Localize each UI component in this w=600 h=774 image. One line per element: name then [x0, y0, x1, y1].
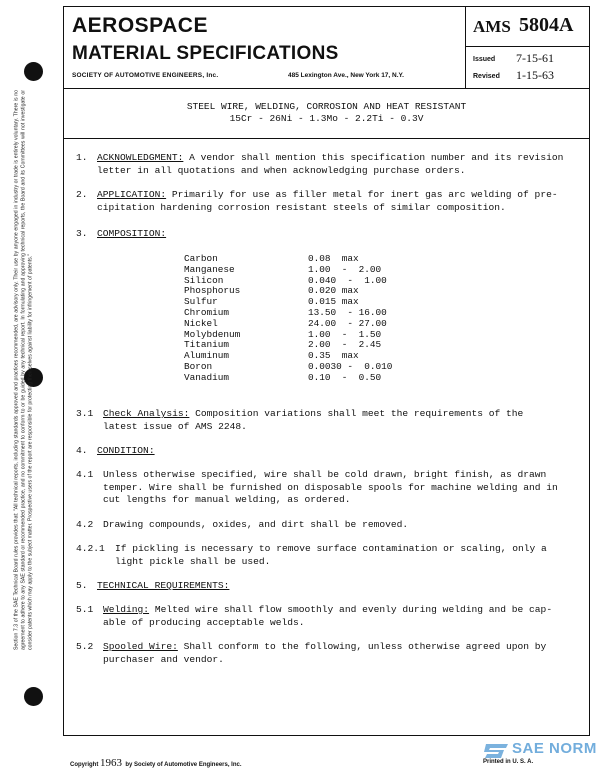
header-title-aerospace: AEROSPACE: [72, 14, 208, 37]
composition-element: Vanadium: [184, 371, 230, 383]
header-address: 485 Lexington Ave., New York 17, N.Y.: [288, 72, 404, 79]
section-4-1-line2: temper. Wire shall be furnished on disposable spools for machine welding and in: [103, 481, 558, 493]
composition-row: [184, 362, 392, 373]
composition-value: 2.00 - 2.45: [308, 339, 382, 351]
composition-element: Silicon: [184, 274, 224, 286]
revised-label: Revised: [473, 73, 500, 80]
section-4-1-line1: Unless otherwise specified, wire shall be cold drawn, bright finish, as drawn: [103, 469, 547, 480]
composition-row: [184, 265, 381, 276]
composition-value: 0.35 max: [308, 350, 359, 362]
section-5-2-line2: purchaser and vendor.: [103, 653, 224, 665]
section-4-2-number: 4.2: [76, 519, 94, 530]
section-1-heading: ACKNOWLEDGMENT:: [97, 152, 184, 163]
footer-year: 1963: [100, 757, 123, 769]
side-notice-container: [2, 90, 46, 650]
sae-logo-icon: [484, 740, 510, 762]
section-3-heading: COMPOSITION:: [97, 228, 167, 239]
composition-value: 24.00 - 27.00: [308, 317, 387, 329]
binder-hole-top: [24, 62, 43, 81]
section-4-number: 4.: [76, 445, 88, 456]
section-3-number: 3.: [76, 228, 88, 239]
section-2-number: 2.: [76, 189, 88, 200]
composition-element: Sulfur: [184, 296, 218, 308]
composition-value: 1.00 - 1.50: [308, 328, 382, 340]
section-5-2-heading: Spooled Wire:: [103, 641, 178, 652]
composition-value: 0.10 - 0.50: [308, 371, 382, 383]
section-2-text: [97, 189, 558, 214]
ams-label: AMS: [473, 17, 511, 36]
spec-alloy: 15Cr - 26Ni - 1.3Mo - 2.2Ti - 0.3V: [229, 113, 424, 124]
section-5-1-line2: able of producing acceptable welds.: [103, 616, 305, 628]
composition-element: Phosphorus: [184, 285, 241, 297]
section-4-heading: CONDITION:: [97, 445, 155, 456]
section-3-1-heading: Check Analysis:: [103, 408, 190, 419]
section-5-1-text: [103, 604, 552, 629]
section-1-number: 1.: [76, 152, 88, 163]
section-2-line2: cipitation hardening corrosion resistant steels of similar composition.: [97, 201, 506, 213]
composition-element: Aluminum: [184, 350, 230, 362]
section-4-1-line3: cut lengths for manual welding, as ordered.: [103, 494, 351, 505]
ams-number: 5804A: [519, 14, 574, 36]
composition-element: Boron: [184, 361, 213, 372]
composition-element: Carbon: [184, 253, 218, 264]
composition-element: Titanium: [184, 339, 230, 351]
section-4-2-1-number: 4.2.1: [76, 543, 105, 554]
issued-label: Issued: [473, 56, 496, 63]
header-vertical-divider: [465, 6, 466, 88]
composition-row: [184, 319, 387, 330]
composition-element: Nickel: [184, 317, 218, 329]
composition-value: 0.015 max: [308, 296, 359, 308]
section-5-heading: TECHNICAL REQUIREMENTS:: [97, 580, 230, 591]
composition-value: 0.0030 - 0.010: [308, 361, 393, 372]
section-4-2-1-line2: light pickle shall be used.: [115, 555, 271, 567]
section-5-1-line1: Melted wire shall flow smoothly and evenly during welding and be cap-: [154, 604, 553, 615]
section-5-2-text: [103, 641, 546, 666]
footer-copyright: [70, 757, 242, 769]
section-1-line1: A vendor shall mention this specification number and its revision: [189, 152, 564, 163]
composition-row: [184, 254, 359, 265]
section-2-line1: Primarily for use as filler metal for inert gas arc welding of pre-: [171, 189, 558, 200]
section-2-heading: APPLICATION:: [97, 189, 167, 200]
section-4-1-number: 4.1: [76, 469, 94, 480]
section-4-1-text: [103, 469, 558, 507]
header-society: SOCIETY OF AUTOMOTIVE ENGINEERS, Inc.: [72, 72, 219, 79]
section-3-1-number: 3.1: [76, 408, 94, 419]
section-5-number: 5.: [76, 580, 88, 591]
header-title-material-specs: MATERIAL SPECIFICATIONS: [72, 43, 339, 64]
composition-value: 0.040 - 1.00: [308, 274, 387, 286]
ams-box-divider: [465, 46, 590, 47]
section-3-1-text: [103, 408, 523, 433]
composition-row: [184, 373, 381, 384]
section-1-line2: letter in all quotations and when acknowledging purchase orders.: [97, 164, 466, 176]
composition-row: [184, 308, 387, 319]
composition-value: 0.08 max: [308, 253, 359, 264]
spec-title: STEEL WIRE, WELDING, CORROSION AND HEAT RESISTANT: [186, 101, 467, 112]
composition-value: 0.020 max: [308, 285, 359, 297]
header-divider: [63, 88, 590, 89]
section-5-1-number: 5.1: [76, 604, 94, 615]
side-legal-notice: Section 7.3 of the SAE Technical Board rules provides that: "All technical reports, including standards approved and practices recommended, are advisory only. Their use by anyone engaged in industry or trade is entirely voluntary. There is no agreement to adhere to any SAE standard or recommended practice, and no commitment to conform to or be guided by any technical report. In formulating and approving technical reports, the Board and its Committees will not investigate or consider patents which may apply to the subject matter. Prospective users of the report are responsible for protecting themselves against liability for infringement of patents.": [13, 90, 34, 650]
section-3-1-line2: latest issue of AMS 2248.: [103, 420, 247, 432]
section-4-2-1-text: [115, 543, 547, 568]
section-3-1-line1: Composition variations shall meet the requirements of the: [195, 408, 524, 419]
issued-date: 7-15-61: [516, 51, 554, 65]
section-5-2-line1: Shall conform to the following, unless otherwise agreed upon by: [183, 641, 547, 652]
composition-value: 13.50 - 16.00: [308, 307, 387, 318]
section-4-2-1-line1: If pickling is necessary to remove surface contamination or scaling, only a: [115, 543, 547, 554]
section-4-2-text: Drawing compounds, oxides, and dirt shall be removed.: [103, 519, 409, 530]
composition-element: Molybdenum: [184, 328, 241, 340]
composition-element: Chromium: [184, 307, 230, 318]
binder-hole-bottom: [24, 687, 43, 706]
revised-date: 1-15-63: [516, 68, 554, 82]
subtitle-divider: [63, 138, 590, 139]
composition-value: 1.00 - 2.00: [308, 263, 382, 275]
footer-by: by Society of Automotive Engineers, Inc.: [125, 762, 242, 768]
watermark-sae-norm: SAE NORM: [512, 740, 597, 757]
footer-printed: Printed in U. S. A.: [483, 759, 534, 765]
composition-element: Manganese: [184, 263, 235, 275]
section-5-1-heading: Welding:: [103, 604, 150, 615]
section-1-text: [97, 152, 563, 177]
section-5-2-number: 5.2: [76, 641, 94, 652]
footer-copyright-label: Copyright: [70, 762, 99, 768]
